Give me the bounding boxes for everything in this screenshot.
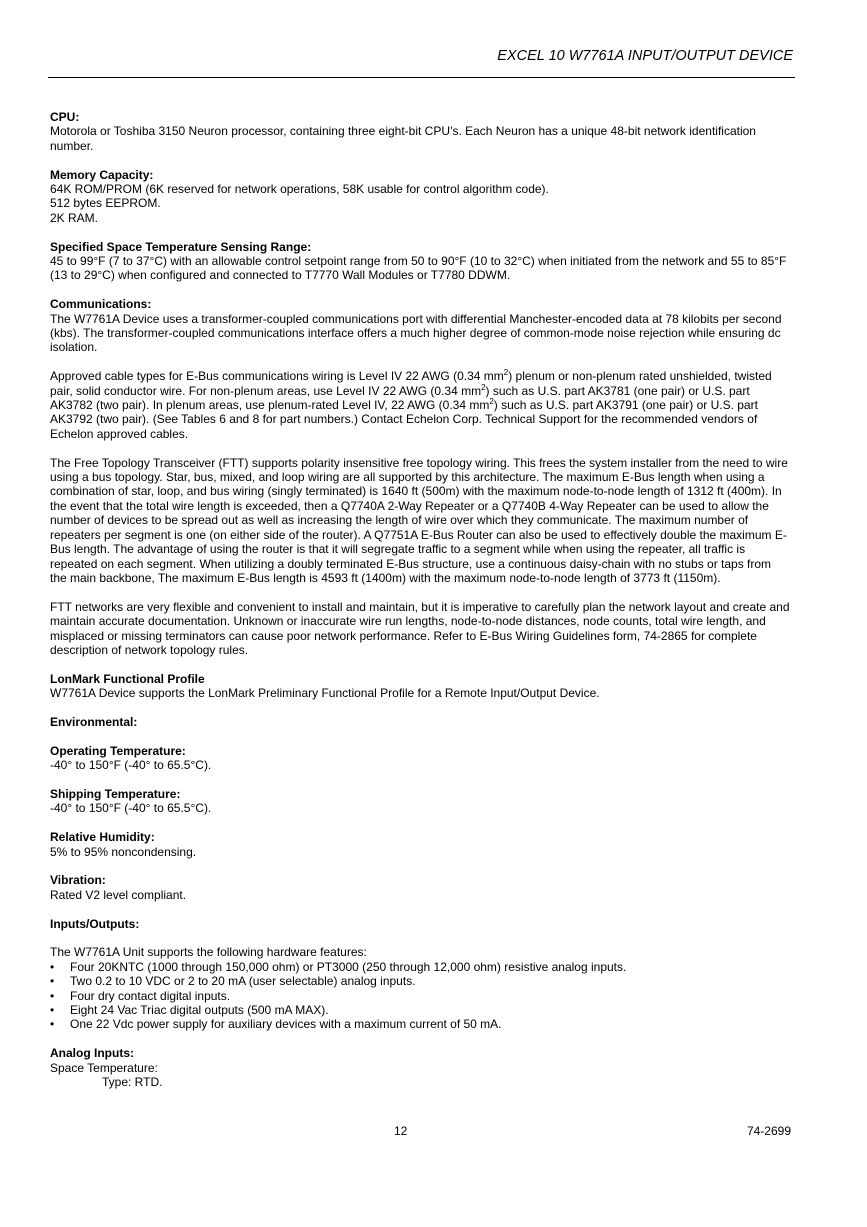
environmental-section (50, 715, 790, 729)
lonmark-heading: LonMark Functional Profile (50, 671, 205, 686)
list-item: • One 22 Vdc power supply for auxiliary devices with a maximum current of 50 mA. (50, 1017, 790, 1031)
analog-inputs-heading: Analog Inputs: (50, 1046, 134, 1061)
document-body (50, 110, 790, 1104)
cable-text-d: ) such as U.S. part AK3791 (one pair) or U.S. part AK3792 (two pair). (See Tables 6 and 8 for part numbers.) Contact Echelon Corp. Technical Support for the recommended vendors of Echelon approved cables. (50, 398, 758, 441)
memory-section (50, 168, 790, 226)
humidity-text: 5% to 95% noncondensing. (50, 844, 197, 859)
environmental-heading: Environmental: (50, 714, 138, 729)
cable-text-a: Approved cable types for E-Bus communications wiring is Level IV 22 AWG (0.34 mm (50, 369, 504, 384)
operating-temp-section (50, 744, 790, 773)
header-rule (48, 77, 795, 78)
list-item: • Two 0.2 to 10 VDC or 2 to 20 mA (user selectable) analog inputs. (50, 974, 790, 988)
lonmark-section (50, 672, 790, 701)
superscript: 2 (481, 382, 486, 392)
shipping-temp-section (50, 787, 790, 816)
cpu-section (50, 110, 790, 153)
cpu-heading: CPU: (50, 110, 80, 124)
analog-space-temp: Space Temperature: (50, 1060, 158, 1075)
analog-type: Type: RTD. (102, 1074, 163, 1089)
communications-paragraph-1: The W7761A Device uses a transformer-coupled communications port with differential Manchester-encoded data at 78 kilobits per second (kbs). The transformer-coupled communications interface offers a much higher degree of common-mode noise rejection while ensuring dc isolation. (50, 311, 782, 355)
io-bullet-list (50, 960, 790, 1032)
sensing-section (50, 240, 790, 283)
operating-temp-heading: Operating Temperature: (50, 743, 186, 758)
lonmark-text: W7761A Device supports the LonMark Preliminary Functional Profile for a Remote Input/Output Device. (50, 686, 600, 701)
list-item: • Four dry contact digital inputs. (50, 989, 790, 1003)
list-item: • Four 20KNTC (1000 through 150,000 ohm) or PT3000 (250 through 12,000 ohm) resistive analog inputs. (50, 960, 790, 974)
memory-line: 64K ROM/PROM (6K reserved for network operations, 58K usable for control algorithm code). (50, 182, 549, 197)
humidity-section (50, 830, 790, 859)
page-header-title: EXCEL 10 W7761A INPUT/OUTPUT DEVICE (497, 48, 793, 64)
document-number: 74-2699 (746, 1124, 791, 1138)
io-heading: Inputs/Outputs: (50, 916, 140, 931)
shipping-temp-text: -40° to 150°F (-40° to 65.5°C). (50, 801, 212, 816)
humidity-heading: Relative Humidity: (50, 830, 155, 845)
page-number: 12 (394, 1124, 408, 1138)
vibration-section (50, 873, 790, 902)
sensing-heading: Specified Space Temperature Sensing Range: (50, 239, 312, 254)
operating-temp-text: -40° to 150°F (-40° to 65.5°C). (50, 758, 212, 773)
communications-heading: Communications: (50, 297, 152, 312)
list-item: • Eight 24 Vac Triac digital outputs (500 mA MAX). (50, 1003, 790, 1017)
memory-line: 512 bytes EEPROM. (50, 196, 161, 211)
cable-text-c: ) such as U.S. part AK3781 (one pair) or U.S. part AK3782 (two pair). In plenum areas, use plenum-rated Level IV, 22 AWG (0.34 mm (50, 383, 750, 413)
sensing-text: 45 to 99°F (7 to 37°C) with an allowable control setpoint range from 50 to 90°F (10 to 32°C) when initiated from the network and 55 to 85°F (13 to 29°C) when configured and connected to T7770 Wall Modules or T7780 DDWM. (50, 254, 787, 283)
cpu-text: Motorola or Toshiba 3150 Neuron processor, containing three eight-bit CPU’s. Each Neuron has a unique 48-bit network identification number. (50, 124, 756, 153)
superscript: 2 (489, 397, 494, 407)
vibration-heading: Vibration: (50, 873, 106, 888)
io-intro: The W7761A Unit supports the following hardware features: (50, 945, 367, 960)
memory-heading: Memory Capacity: (50, 167, 154, 182)
memory-line: 2K RAM. (50, 210, 99, 225)
communications-paragraph-4: FTT networks are very flexible and convenient to install and maintain, but it is imperative to carefully plan the network layout and create and maintain accurate documentation. Unknown or inaccurate wire run lengths, node-to-node distances, node counts, total wire length, and misplaced or missing terminators can cause poor network performance. Refer to E-Bus Wiring Guidelines form, 74-2865 for complete description of network topology rules. (50, 599, 790, 657)
vibration-text: Rated V2 level compliant. (50, 887, 187, 902)
shipping-temp-heading: Shipping Temperature: (50, 786, 181, 801)
communications-paragraph-3: The Free Topology Transceiver (FTT) supports polarity insensitive free topology wiring. This frees the system installer from the need to wire using a bus topology. Star, bus, mixed, and loop wiring are all supported by this architecture. The maximum E-Bus length when using a combination of star, loop, and bus wiring (singly terminated) is 1640 ft (500m) with the maximum node-to-node length of 1312 ft (400m). In the event that the total wire length is exceeded, then a Q7740A 2-Way Repeater or a Q7740B 4-Way Repeater can be used to allow the number of devices to be spread out as well as increasing the length of wire over which they communicate. The maximum number of repeaters per segment is one (on either side of the router). A Q7751A E-Bus Router can also be used to effectively double the maximum E-Bus length. The advantage of using the router is that it will segregate traffic to a segment while when using the repeater, all traffic is repeated on each segment. When utilizing a doubly terminated E-Bus structure, use a continuous daisy-chain with no stubs or taps from the main backbone, The maximum E-Bus length is 4593 ft (1400m) with the maximum node-to-node length of 3773 ft (1150m). (50, 455, 788, 585)
superscript: 2 (503, 368, 509, 378)
analog-inputs-section (50, 1046, 790, 1089)
cable-text-b: ) plenum or non-plenum rated unshielded, twisted pair, solid conductor wire. For non-plenum areas, use Level IV 22 AWG (0.34 mm (50, 369, 772, 398)
io-section (50, 917, 790, 1032)
communications-paragraph-2 (50, 369, 790, 441)
communications-section (50, 297, 790, 657)
